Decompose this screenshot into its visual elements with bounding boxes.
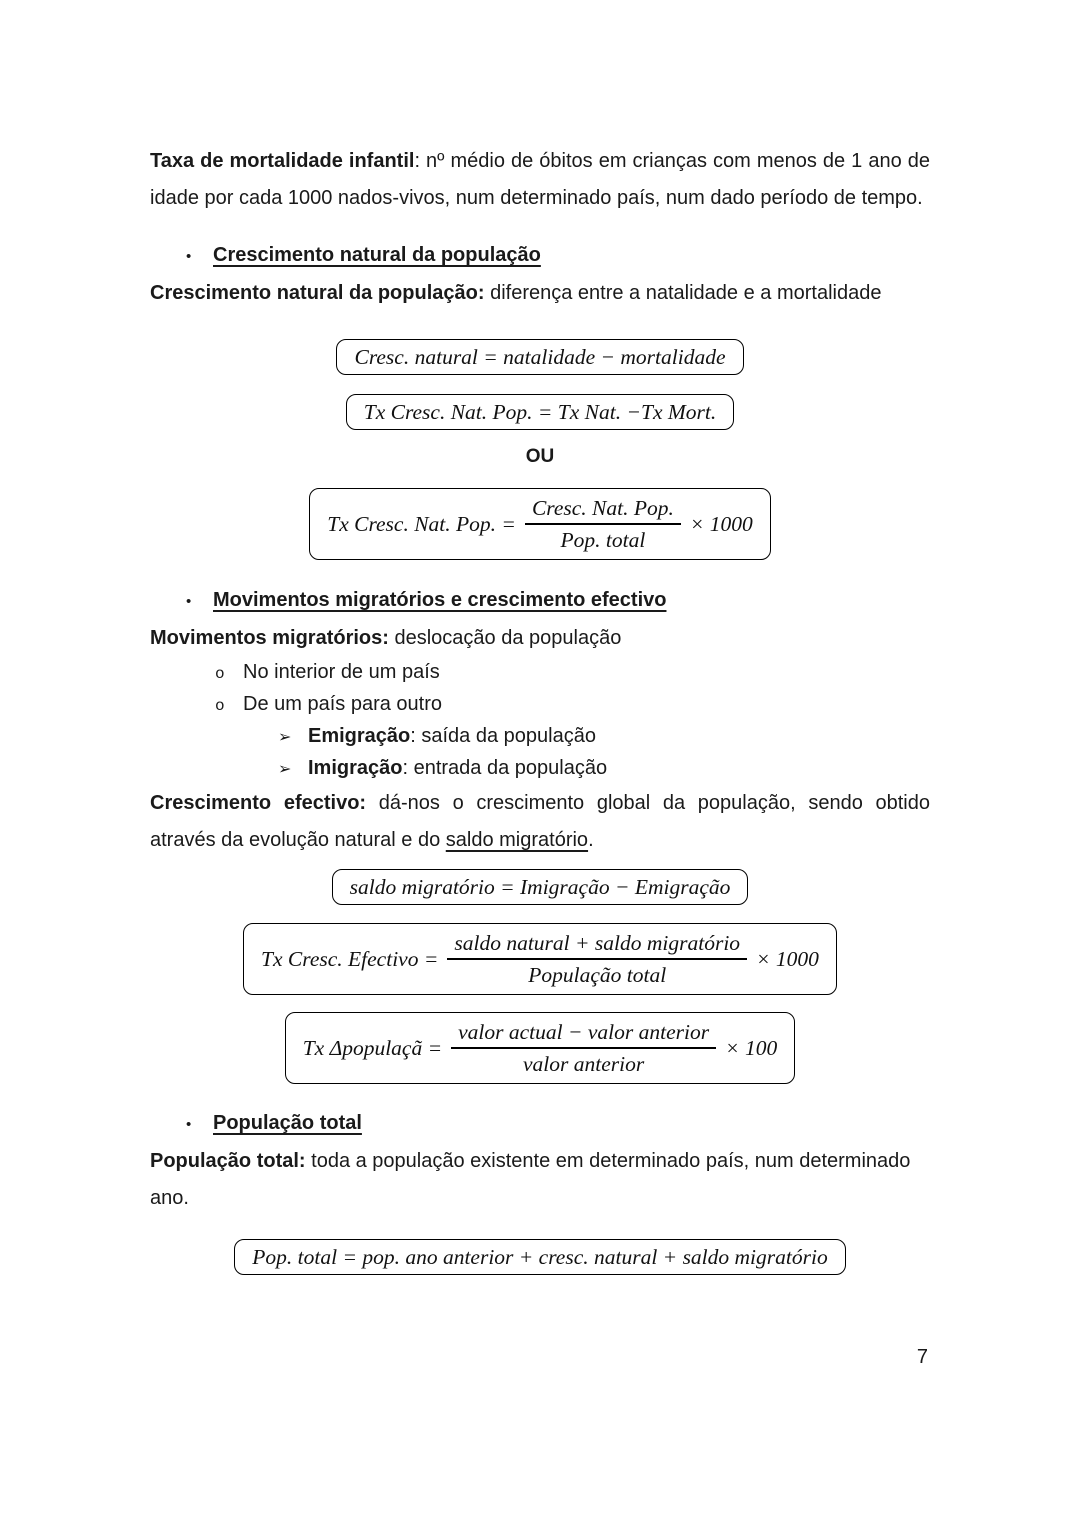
formula-row-tx-delta-pop: [150, 1012, 930, 1084]
list-item-text: [308, 753, 607, 783]
paragraph-movimentos-migratorios: [150, 620, 930, 657]
paragraph-crescimento-efectivo: [150, 785, 930, 859]
fraction: [525, 494, 681, 554]
formula-row-saldo-migratorio: [150, 869, 930, 905]
paragraph-crescimento-natural: [150, 275, 930, 312]
definition-crescimento-efectivo: dá-nos o crescimento global da população, sendo obtido através da evolução natural e do: [150, 792, 930, 851]
definition-imigracao: : entrada da população: [402, 757, 608, 779]
term-movimentos-migratorios: Movimentos migratórios:: [150, 627, 389, 649]
bullet-heading-crescimento-natural: [150, 237, 930, 275]
term-taxa-mortalidade-infantil: Taxa de mortalidade infantil: [150, 150, 415, 172]
underlined-saldo-migratorio: saldo migratório: [445, 829, 589, 851]
fraction-denominator: População total: [528, 963, 667, 987]
formula-tx-cresc-frac-suffix: × 1000: [689, 512, 753, 536]
term-crescimento-efectivo: Crescimento efectivo:: [150, 792, 367, 814]
formula-saldo-migratorio: saldo migratório = Imigração − Emigração: [349, 875, 731, 899]
paragraph-populacao-total: [150, 1143, 930, 1217]
fraction-numerator: valor actual − valor anterior: [451, 1018, 716, 1049]
paragraph-taxa-mortalidade-infantil: [150, 143, 930, 217]
definition-crescimento-natural: diferença entre a natalidade e a mortalidade: [484, 282, 882, 304]
formula-box-pop-total: [234, 1239, 845, 1275]
term-emigracao: Emigração: [308, 725, 411, 747]
formula-box-tx-cresc-simple: [346, 394, 735, 430]
circle-bullet-icon: o: [215, 697, 225, 715]
list-item-emigracao: [150, 721, 930, 753]
heading-movimentos-migratorios: Movimentos migratórios e crescimento efectivo: [213, 589, 667, 611]
bullet-icon: •: [186, 248, 192, 265]
formula-box-tx-delta-pop: [285, 1012, 796, 1084]
heading-crescimento-natural: Crescimento natural da população: [213, 244, 541, 266]
formula-box-saldo-migratorio: [332, 869, 749, 905]
definition-movimentos-migratorios: deslocação da população: [388, 627, 622, 649]
arrow-bullet-icon: ➢: [278, 729, 292, 746]
term-imigracao: Imigração: [308, 757, 403, 779]
fraction: [447, 929, 747, 989]
connector-ou: OU: [525, 446, 555, 467]
formula-tx-cresc-efectivo-lhs: Tx Cresc. Efectivo =: [261, 947, 439, 971]
formula-row-pop-total: [150, 1239, 930, 1275]
formula-tx-cresc-frac-lhs: Tx Cresc. Nat. Pop. =: [327, 512, 516, 536]
fraction-denominator: valor anterior: [523, 1052, 645, 1076]
list-item-text: [308, 721, 596, 751]
definition-populacao-total: toda a população existente em determinado país, num determinado ano.: [150, 1150, 911, 1209]
fraction-denominator: Pop. total: [560, 528, 646, 552]
bullet-icon: •: [186, 593, 192, 610]
arrow-bullet-icon: ➢: [278, 761, 292, 778]
formula-tx-delta-pop-suffix: × 100: [725, 1036, 778, 1060]
definition-emigracao: : saída da população: [410, 725, 596, 747]
definition-crescimento-efectivo-end: .: [588, 829, 594, 851]
list-item-imigracao: [150, 753, 930, 785]
list-item-text: De um país para outro: [243, 693, 442, 715]
formula-box-cresc-natural: [336, 339, 743, 375]
heading-populacao-total: População total: [213, 1112, 362, 1134]
formula-tx-cresc-simple: Tx Cresc. Nat. Pop. = Tx Nat. −Tx Mort.: [363, 400, 717, 424]
formula-row-tx-cresc-frac: [150, 488, 930, 560]
formula-tx-delta-pop-lhs: Tx Δpopulaçã =: [302, 1036, 443, 1060]
formula-cresc-natural: Cresc. natural = natalidade − mortalidade: [354, 345, 726, 369]
formula-box-tx-cresc-frac: [309, 488, 771, 560]
list-item-pais-para-outro: [150, 689, 930, 721]
formula-tx-cresc-efectivo-suffix: × 1000: [756, 947, 819, 971]
bullet-heading-movimentos-migratorios: [150, 582, 930, 620]
bullet-heading-populacao-total: [150, 1105, 930, 1143]
formula-row-tx-cresc-efectivo: [150, 923, 930, 995]
formula-box-tx-cresc-efectivo: [243, 923, 837, 995]
formula-pop-total: Pop. total = pop. ano anterior + cresc. natural + saldo migratório: [252, 1245, 828, 1269]
formula-row-cresc-natural: [150, 339, 930, 375]
bullet-icon: •: [186, 1116, 192, 1133]
term-crescimento-natural: Crescimento natural da população:: [150, 282, 485, 304]
formula-row-tx-cresc-simple: [150, 394, 930, 430]
circle-bullet-icon: o: [215, 665, 225, 683]
list-item-text: No interior de um país: [243, 661, 440, 683]
term-populacao-total: População total:: [150, 1150, 306, 1172]
page-number: 7: [916, 1346, 928, 1368]
fraction-numerator: Cresc. Nat. Pop.: [525, 494, 681, 525]
fraction-numerator: saldo natural + saldo migratório: [447, 929, 747, 960]
list-item-interior-pais: [150, 657, 930, 689]
definition-taxa-mortalidade-infantil: : nº médio de óbitos em crianças com menos de 1 ano de idade por cada 1000 nados-vivos, num determinado país, num dado período de tempo.: [150, 150, 930, 209]
fraction: [451, 1018, 716, 1078]
